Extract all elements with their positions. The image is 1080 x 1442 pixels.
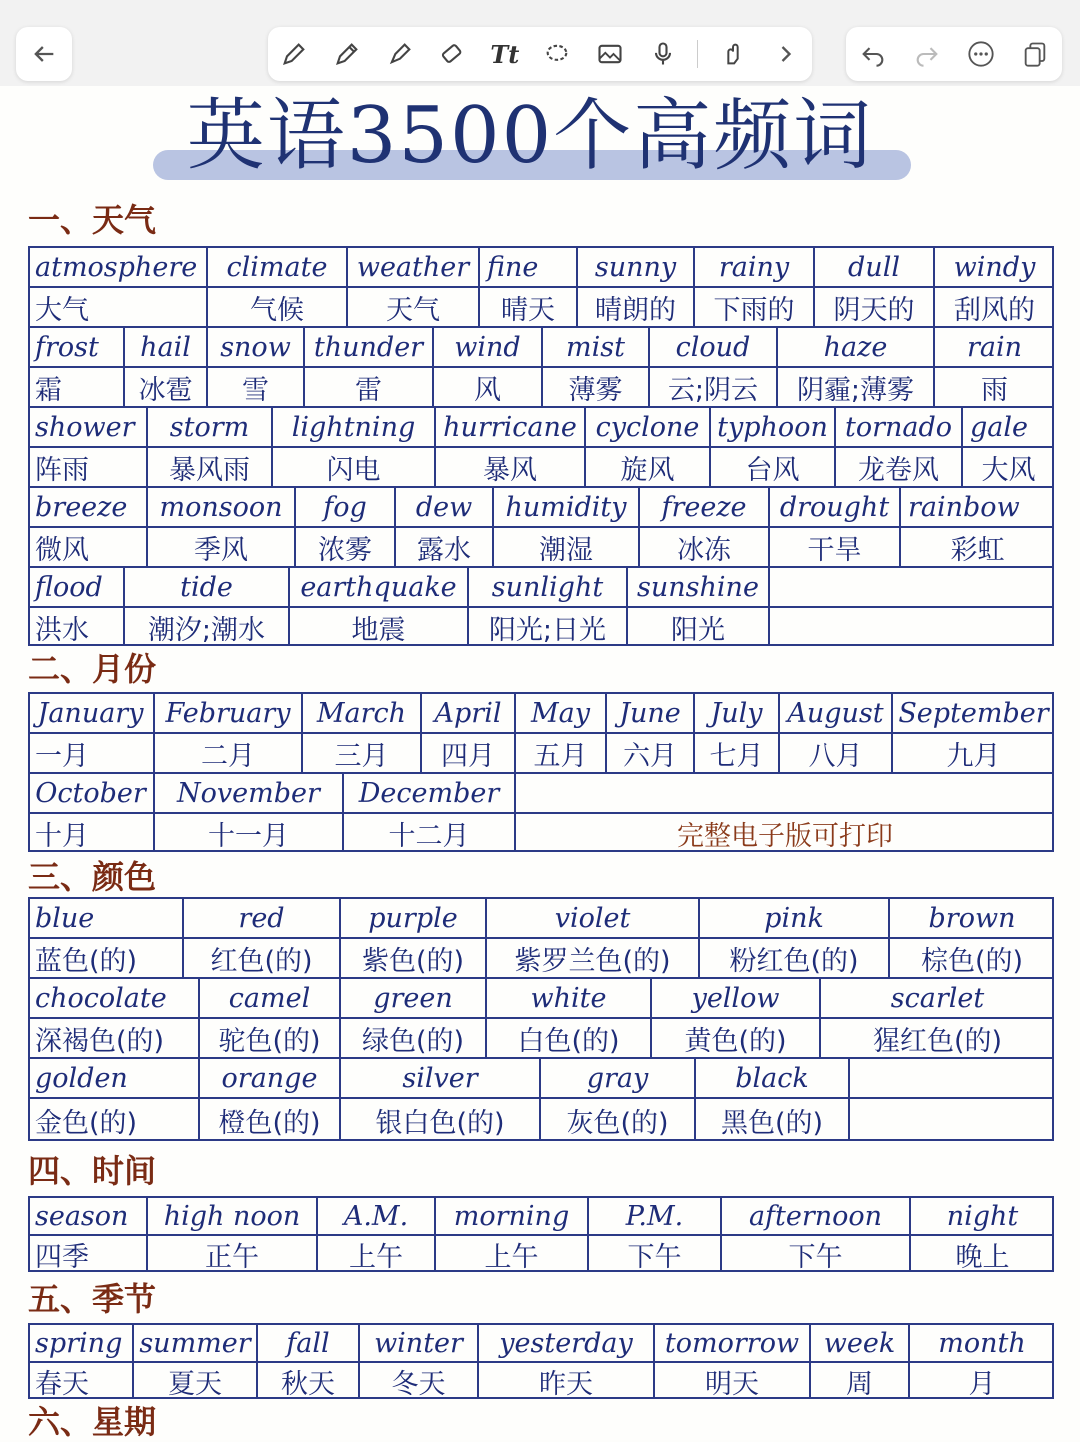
- right-tools: [846, 27, 1062, 81]
- english-word-row: [28, 566, 1054, 606]
- chinese-meaning: 六月: [607, 734, 695, 772]
- chinese-meaning: 下雨的: [695, 288, 815, 326]
- chinese-meaning: 黑色(的): [696, 1099, 850, 1141]
- english-word-row: [28, 692, 1054, 732]
- english-word: dull: [815, 248, 935, 286]
- chinese-meaning: 周: [811, 1363, 910, 1399]
- chinese-meaning-row: [28, 606, 1054, 646]
- english-word: A.M.: [318, 1198, 436, 1234]
- english-word: black: [696, 1059, 850, 1097]
- english-word: brown: [928, 902, 1016, 934]
- chinese-meaning: 灰色(的): [541, 1099, 696, 1141]
- english-word: atmosphere: [28, 248, 208, 286]
- english-word: week: [811, 1325, 910, 1361]
- english-word: golden: [28, 1059, 200, 1097]
- chinese-meaning: 闪电: [273, 448, 436, 486]
- chinese-meaning-row: [28, 937, 1054, 977]
- pen-icon[interactable]: [276, 36, 312, 72]
- chinese-meaning: 暴风雨: [148, 448, 273, 486]
- english-word: white: [487, 979, 652, 1017]
- chinese-meaning: 上午: [436, 1236, 589, 1272]
- chinese-meaning: 阳光;日光: [469, 608, 628, 646]
- english-word: sunlight: [469, 568, 628, 606]
- english-word-row: [28, 326, 1054, 366]
- gesture-icon[interactable]: [715, 36, 751, 72]
- chinese-meaning-row: [28, 446, 1054, 486]
- section-heading: 六、星期: [28, 1403, 157, 1441]
- english-word: frost: [28, 328, 125, 366]
- chinese-meaning: 冰雹: [125, 368, 208, 406]
- english-word: gray: [541, 1059, 696, 1097]
- english-word-row: [28, 246, 1054, 286]
- chinese-meaning: 深褐色(的): [28, 1019, 200, 1057]
- chinese-meaning: 四季: [28, 1236, 148, 1272]
- english-word: hurricane: [436, 408, 586, 446]
- chinese-meaning: 黄色(的): [652, 1019, 821, 1057]
- chinese-meaning: 银白色(的): [341, 1099, 541, 1141]
- chinese-meaning: 九月: [946, 740, 1001, 772]
- english-word: afternoon: [722, 1198, 911, 1234]
- chinese-meaning: 七月: [695, 734, 780, 772]
- chinese-meaning-row: [28, 732, 1054, 772]
- chinese-meaning: 棕色(的): [920, 945, 1024, 977]
- chinese-meaning: 刮风的: [954, 294, 1035, 326]
- print-note: 完整电子版可打印: [677, 820, 893, 852]
- english-word: high noon: [148, 1198, 318, 1234]
- chinese-meaning: 暴风: [436, 448, 586, 486]
- undo-icon[interactable]: [855, 36, 891, 72]
- chinese-meaning: 三月: [303, 734, 422, 772]
- chinese-meaning-row: [28, 1017, 1054, 1057]
- english-word-row: [28, 1196, 1054, 1234]
- english-word: rain: [966, 331, 1023, 363]
- text-tool-icon[interactable]: Tt: [490, 39, 520, 69]
- english-word-row: [28, 772, 1054, 812]
- redo-icon[interactable]: [909, 36, 945, 72]
- chinese-meaning: 雷: [305, 368, 434, 406]
- chinese-meaning: 洪水: [28, 608, 125, 646]
- english-word: [850, 1059, 1054, 1097]
- english-word: fog: [296, 488, 396, 526]
- english-word: November: [155, 774, 344, 812]
- chinese-meaning: 干旱: [770, 528, 901, 566]
- chinese-meaning: 潮湿: [494, 528, 640, 566]
- chinese-meaning: 晴天: [480, 288, 578, 326]
- arrow-left-icon[interactable]: [26, 36, 62, 72]
- chinese-meaning-row: [28, 526, 1054, 566]
- chinese-meaning: 潮汐;潮水: [125, 608, 290, 646]
- section-heading: 二、月份: [28, 650, 157, 688]
- english-word: lightning: [273, 408, 436, 446]
- english-word: orange: [200, 1059, 341, 1097]
- english-word: P.M.: [589, 1198, 722, 1234]
- chinese-meaning: 阴天的: [815, 288, 935, 326]
- english-word: shower: [28, 408, 148, 446]
- chinese-meaning: 季风: [148, 528, 296, 566]
- lasso-icon[interactable]: [539, 36, 575, 72]
- english-word-row: [28, 486, 1054, 526]
- english-word: February: [155, 694, 303, 732]
- page-title: 英语3500个高频词: [186, 91, 874, 181]
- chinese-meaning: 气候: [208, 288, 348, 326]
- english-word: tomorrow: [655, 1325, 811, 1361]
- english-word: season: [28, 1198, 148, 1234]
- chinese-meaning: 正午: [148, 1236, 318, 1272]
- english-word: earthquake: [290, 568, 469, 606]
- english-word: freeze: [640, 488, 770, 526]
- chinese-meaning: 阳光: [628, 608, 770, 646]
- chinese-meaning: [850, 1099, 1054, 1141]
- chinese-meaning: 红色(的): [184, 939, 341, 977]
- section-heading: 五、季节: [28, 1280, 157, 1318]
- chinese-meaning: 晚上: [955, 1241, 1010, 1272]
- chinese-meaning: 云;阴云: [650, 368, 778, 406]
- eraser-icon[interactable]: [434, 36, 470, 72]
- english-word: fine: [480, 248, 578, 286]
- chinese-meaning: 浓雾: [296, 528, 396, 566]
- chinese-meaning: 昨天: [479, 1363, 655, 1399]
- english-word: April: [422, 694, 516, 732]
- english-word: July: [695, 694, 780, 732]
- english-word: silver: [341, 1059, 541, 1097]
- tool-palette: [268, 27, 812, 81]
- chinese-meaning: 雪: [208, 368, 305, 406]
- section-heading: 一、天气: [28, 201, 157, 239]
- english-word: climate: [208, 248, 348, 286]
- chinese-meaning: 夏天: [134, 1363, 258, 1399]
- chinese-meaning: 地震: [290, 608, 469, 646]
- chinese-meaning-row: [28, 1097, 1054, 1141]
- chinese-meaning: 大气: [28, 288, 208, 326]
- chinese-meaning: 一月: [28, 734, 155, 772]
- chinese-meaning: 紫色(的): [341, 939, 487, 977]
- chinese-meaning: 蓝色(的): [28, 939, 184, 977]
- english-word: January: [28, 694, 155, 732]
- chinese-meaning: 冰冻: [640, 528, 770, 566]
- english-word: tornado: [836, 408, 963, 446]
- chinese-meaning: 白色(的): [487, 1019, 652, 1057]
- chinese-meaning: 十一月: [155, 814, 344, 852]
- english-word: fall: [258, 1325, 360, 1361]
- english-word: cyclone: [586, 408, 711, 446]
- english-word: May: [516, 694, 607, 732]
- english-word-row: [28, 977, 1054, 1017]
- english-word: haze: [778, 328, 935, 366]
- chinese-meaning: 上午: [318, 1236, 436, 1272]
- english-word: hail: [125, 328, 208, 366]
- english-word: night: [946, 1200, 1019, 1232]
- title-block: [150, 86, 910, 196]
- image-icon[interactable]: [592, 36, 628, 72]
- chinese-meaning: 龙卷风: [836, 448, 963, 486]
- chinese-meaning: 驼色(的): [200, 1019, 341, 1057]
- chinese-meaning: 天气: [348, 288, 480, 326]
- english-word: green: [341, 979, 487, 1017]
- english-word: blue: [28, 899, 184, 937]
- english-word: yellow: [652, 979, 821, 1017]
- chinese-meaning: 金色(的): [28, 1099, 200, 1141]
- english-word: storm: [148, 408, 273, 446]
- chinese-meaning: 春天: [28, 1363, 134, 1399]
- english-word-row: [28, 406, 1054, 446]
- chinese-meaning: 十二月: [344, 814, 516, 852]
- english-word: violet: [487, 899, 700, 937]
- english-word: windy: [953, 251, 1036, 283]
- chinese-meaning: 猩红色(的): [872, 1025, 1003, 1057]
- english-word: red: [184, 899, 341, 937]
- toolbar-divider: [697, 40, 698, 68]
- chinese-meaning: 薄雾: [543, 368, 650, 406]
- english-word: snow: [208, 328, 305, 366]
- chinese-meaning: 橙色(的): [200, 1099, 341, 1141]
- english-word: March: [303, 694, 422, 732]
- chevron-right-icon[interactable]: [768, 36, 804, 72]
- chinese-meaning: 大风: [981, 454, 1036, 486]
- chinese-meaning: 彩虹: [950, 534, 1005, 566]
- chinese-meaning: 二月: [155, 734, 303, 772]
- english-word: scarlet: [890, 982, 985, 1014]
- section-heading: 四、时间: [28, 1152, 157, 1190]
- chinese-meaning: 月: [968, 1368, 996, 1399]
- microphone-icon[interactable]: [645, 36, 681, 72]
- chinese-meaning: 雨: [981, 374, 1008, 406]
- chinese-meaning: 阴霾;薄雾: [778, 368, 935, 406]
- chinese-meaning: 十月: [28, 814, 155, 852]
- chinese-meaning-row: [28, 286, 1054, 326]
- chinese-meaning: 露水: [396, 528, 494, 566]
- chinese-meaning: 绿色(的): [341, 1019, 487, 1057]
- english-word: typhoon: [711, 408, 836, 446]
- english-word: cloud: [650, 328, 778, 366]
- english-word: dew: [396, 488, 494, 526]
- chinese-meaning-row: [28, 812, 1054, 852]
- chinese-meaning: 下午: [589, 1236, 722, 1272]
- pages-icon[interactable]: [1017, 36, 1053, 72]
- chinese-meaning: 下午: [722, 1236, 911, 1272]
- english-word: pink: [700, 899, 890, 937]
- section-heading: 三、颜色: [28, 858, 157, 896]
- english-word: rainy: [695, 248, 815, 286]
- english-word: sunshine: [628, 568, 770, 606]
- english-word: mist: [543, 328, 650, 366]
- chinese-meaning: 晴朗的: [578, 288, 695, 326]
- chinese-meaning: 明天: [655, 1363, 811, 1399]
- chinese-meaning: [770, 608, 1054, 646]
- english-word: sunny: [578, 248, 695, 286]
- chinese-meaning: 台风: [711, 448, 836, 486]
- english-word: tide: [125, 568, 290, 606]
- chinese-meaning: 阵雨: [28, 448, 148, 486]
- english-word: rainbow: [908, 491, 1020, 523]
- chinese-meaning-row: [28, 366, 1054, 406]
- english-word: purple: [341, 899, 487, 937]
- english-word: thunder: [305, 328, 434, 366]
- chinese-meaning: 旋风: [586, 448, 711, 486]
- english-word: camel: [200, 979, 341, 1017]
- english-word: weather: [348, 248, 480, 286]
- chinese-meaning: 紫罗兰色(的): [487, 939, 700, 977]
- english-word: drought: [770, 488, 901, 526]
- chinese-meaning: 秋天: [258, 1363, 360, 1399]
- chinese-meaning: 粉红色(的): [700, 939, 890, 977]
- english-word: yesterday: [479, 1325, 655, 1361]
- english-word: monsoon: [148, 488, 296, 526]
- english-word: [516, 774, 1054, 812]
- english-word: wind: [434, 328, 543, 366]
- chinese-meaning: 微风: [28, 528, 148, 566]
- english-word: October: [28, 774, 155, 812]
- english-word-row: [28, 1323, 1054, 1361]
- english-word: breeze: [28, 488, 148, 526]
- english-word: morning: [436, 1198, 589, 1234]
- chinese-meaning: 四月: [422, 734, 516, 772]
- english-word: December: [344, 774, 516, 812]
- english-word: humidity: [494, 488, 640, 526]
- app-toolbar: [0, 0, 1080, 96]
- more-icon[interactable]: [963, 36, 999, 72]
- english-word: [770, 568, 1054, 606]
- english-word: September: [898, 697, 1049, 729]
- chinese-meaning-row: [28, 1234, 1054, 1272]
- english-word-row: [28, 897, 1054, 937]
- english-word: winter: [360, 1325, 479, 1361]
- highlighter-icon[interactable]: [382, 36, 418, 72]
- chinese-meaning: 八月: [780, 734, 893, 772]
- english-word: flood: [28, 568, 125, 606]
- english-word: month: [938, 1327, 1026, 1359]
- english-word: chocolate: [28, 979, 200, 1017]
- back-button[interactable]: [16, 27, 72, 81]
- english-word: gale: [970, 411, 1028, 443]
- english-word-row: [28, 1057, 1054, 1097]
- english-word: June: [607, 694, 695, 732]
- english-word: summer: [134, 1325, 258, 1361]
- chinese-meaning: 霜: [28, 368, 125, 406]
- chinese-meaning: 冬天: [360, 1363, 479, 1399]
- chinese-meaning: 风: [434, 368, 543, 406]
- pencil-icon[interactable]: [329, 36, 365, 72]
- chinese-meaning-row: [28, 1361, 1054, 1399]
- english-word: spring: [28, 1325, 134, 1361]
- english-word: August: [780, 694, 893, 732]
- chinese-meaning: 五月: [516, 734, 607, 772]
